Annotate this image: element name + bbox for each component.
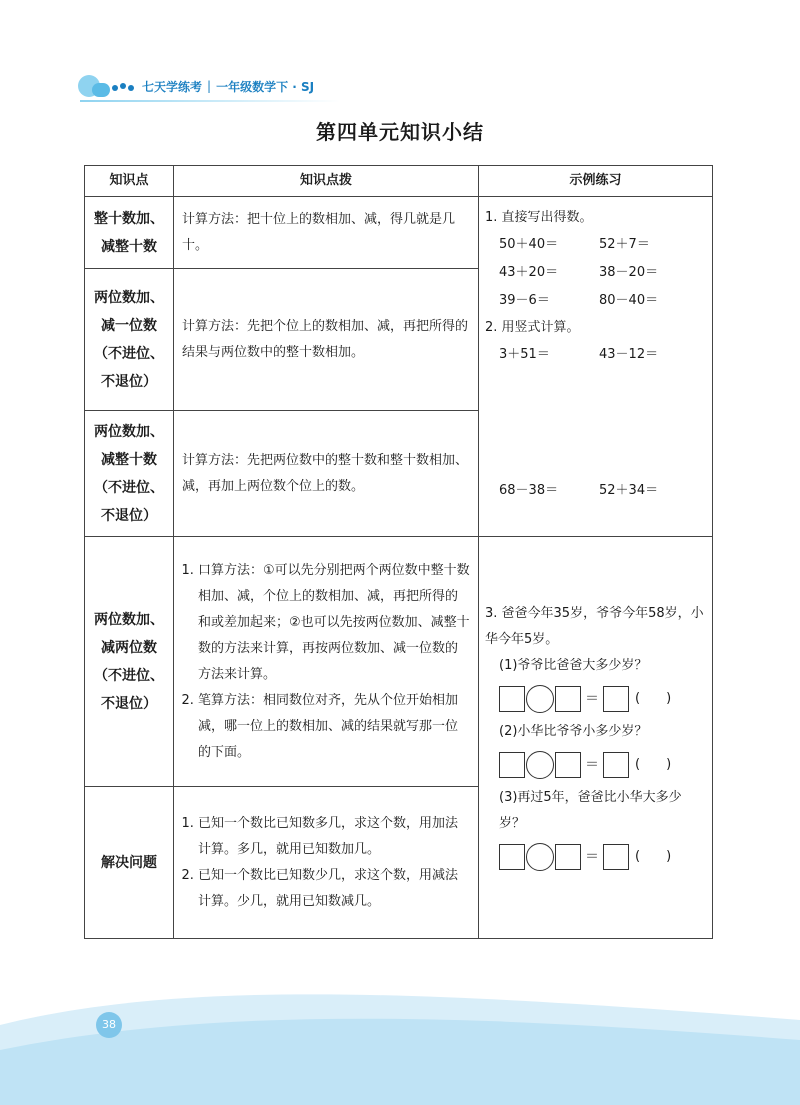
answer-equation — [499, 751, 706, 779]
answer-box[interactable] — [603, 844, 629, 870]
brand-name: 七天学练考 — [142, 79, 203, 94]
unit-blank[interactable]: ( ) — [635, 691, 672, 706]
answer-box[interactable] — [603, 686, 629, 712]
question-3-label: 3. 爸爸今年35岁，爷爷今年58岁，小华今年5岁。 — [485, 606, 704, 647]
unit-blank[interactable]: ( ) — [635, 757, 672, 772]
operator-circle[interactable] — [526, 843, 554, 871]
calc-item: 43＋20＝ — [499, 265, 559, 280]
header-divider: | — [207, 79, 212, 93]
answer-box[interactable] — [555, 686, 581, 712]
equals-sign: ＝ — [585, 691, 599, 707]
summary-table — [84, 165, 713, 939]
header-bar — [78, 72, 314, 100]
knowledge-tip: 计算方法：先把两位数中的整十数和整十数相加、减，再加上两位数个位上的数。 — [174, 411, 479, 537]
tip-item: 1. 已知一个数比已知数多几，求这个数，用加法计算。多几，就用已知数加几。 — [198, 811, 470, 863]
decorative-wave — [0, 980, 800, 1105]
calc-item: 52＋34＝ — [599, 483, 659, 498]
operator-circle[interactable] — [526, 685, 554, 713]
calc-item: 39－6＝ — [499, 293, 550, 308]
answer-box[interactable] — [499, 752, 525, 778]
page-number: 38 — [96, 1012, 122, 1038]
tip-item: 1. 口算方法：①可以先分别把两个两位数中整十数相加、减，个位上的数相加、减，再把所得的和或差加起来；②也可以先按两位数加、减整十数的方法来计算，再按两位数加、减一位数的方法来计算。 — [198, 558, 470, 688]
calc-item: 50＋40＝ — [499, 237, 559, 252]
answer-box[interactable] — [499, 844, 525, 870]
unit-blank[interactable]: ( ) — [635, 849, 672, 864]
question-3-sub2: (2)小华比爷爷小多少岁？ — [499, 724, 648, 739]
answer-box[interactable] — [555, 752, 581, 778]
table-row — [85, 537, 713, 787]
question-1-label: 1. 直接写出得数。 — [485, 210, 593, 225]
brand-logo-icon — [78, 73, 138, 99]
calc-item: 38－20＝ — [599, 265, 659, 280]
vertical-calc-space — [485, 369, 706, 477]
knowledge-tip: 计算方法：把十位上的数相加、减，得几就是几十。 — [174, 197, 479, 269]
equals-sign: ＝ — [585, 849, 599, 865]
knowledge-point: 解决问题 — [85, 787, 174, 939]
knowledge-tip — [174, 537, 479, 787]
knowledge-point: 两位数加、 减一位数 （不进位、 不退位） — [85, 269, 174, 411]
answer-equation — [499, 685, 706, 713]
exercise-cell-top — [479, 197, 713, 537]
operator-circle[interactable] — [526, 751, 554, 779]
subject-name: 一年级数学下 · SJ — [216, 79, 315, 94]
calc-item: 52＋7＝ — [599, 237, 650, 252]
answer-box[interactable] — [499, 686, 525, 712]
calc-item: 80－40＝ — [599, 293, 659, 308]
tip-item: 2. 已知一个数比已知数少几，求这个数，用减法计算。少几，就用已知数减几。 — [198, 863, 470, 915]
knowledge-tip — [174, 787, 479, 939]
table-header-row — [85, 166, 713, 197]
question-3-sub1: (1)爷爷比爸爸大多少岁？ — [499, 658, 648, 673]
knowledge-point: 两位数加、 减两位数 （不进位、 不退位） — [85, 537, 174, 787]
calc-item: 3＋51＝ — [499, 347, 550, 362]
header-underline — [80, 100, 340, 102]
question-2-label: 2. 用竖式计算。 — [485, 320, 580, 335]
answer-box[interactable] — [555, 844, 581, 870]
exercise-cell-bottom — [479, 537, 713, 939]
knowledge-tip: 计算方法：先把个位上的数相加、减，再把所得的结果与两位数中的整十数相加。 — [174, 269, 479, 411]
equals-sign: ＝ — [585, 757, 599, 773]
knowledge-point: 整十数加、 减整十数 — [85, 197, 174, 269]
calc-item: 43－12＝ — [599, 347, 659, 362]
answer-equation — [499, 843, 706, 871]
knowledge-point: 两位数加、 减整十数 （不进位、 不退位） — [85, 411, 174, 537]
column-header: 示例练习 — [479, 166, 713, 197]
calc-item: 68－38＝ — [499, 483, 559, 498]
question-3-sub3: (3)再过5年，爸爸比小华大多少岁？ — [499, 790, 682, 831]
table-row — [85, 197, 713, 269]
column-header: 知识点拨 — [174, 166, 479, 197]
column-header: 知识点 — [85, 166, 174, 197]
page-title: 第四单元知识小结 — [316, 120, 484, 144]
answer-box[interactable] — [603, 752, 629, 778]
tip-item: 2. 笔算方法：相同数位对齐，先从个位开始相加减，哪一位上的数相加、减的结果就写那一位的下面。 — [198, 688, 470, 766]
